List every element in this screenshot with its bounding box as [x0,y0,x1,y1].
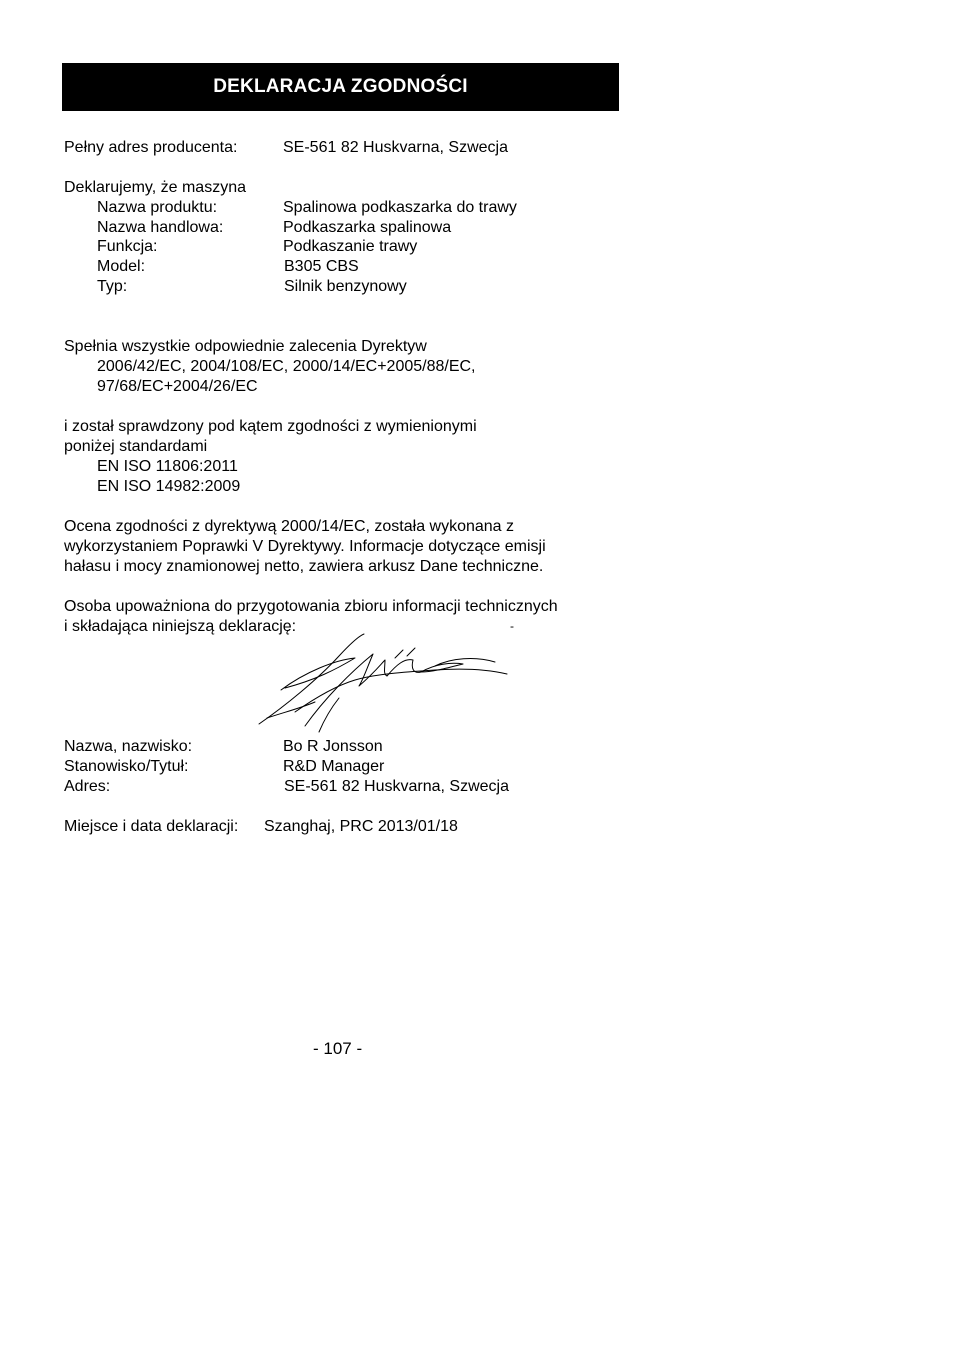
signatory-address-value: SE-561 82 Huskvarna, Szwecja [284,778,509,795]
directives-line-2: 97/68/EC+2004/26/EC [97,378,258,395]
manufacturer-value: SE-561 82 Huskvarna, Szwecja [283,139,508,156]
type-value: Silnik benzynowy [284,278,407,295]
signatory-title-value: R&D Manager [283,758,385,775]
authorized-line-2: i składająca niniejszą deklarację: [64,618,297,635]
page-number: - 107 - [313,1039,363,1058]
signatory-name-value: Bo R Jonsson [283,738,383,755]
function-value: Podkaszanie trawy [283,238,418,255]
page-title: DEKLARACJA ZGODNOŚCI [213,76,468,97]
model-value: B305 CBS [284,258,359,275]
manufacturer-label: Pełny adres producenta: [64,139,238,156]
place-date-label: Miejsce i data deklaracji: [64,818,239,835]
place-date-value: Szanghaj, PRC 2013/01/18 [264,818,458,835]
directives-intro: Spełnia wszystkie odpowiednie zalecenia Dyrektyw [64,338,427,355]
trade-name-value: Podkaszarka spalinowa [283,219,452,236]
signatory-title-label: Stanowisko/Tytuł: [64,758,189,775]
page-title-banner [62,63,619,111]
standards-intro-line-2: poniżej standardami [64,438,208,455]
assessment-line-2: wykorzystaniem Poprawki V Dyrektywy. Informacje dotyczące emisji [64,538,546,555]
trade-name-label: Nazwa handlowa: [97,219,224,236]
standards-intro-line-1: i został sprawdzony pod kątem zgodności z wymienionymi [64,418,477,435]
standard-item: EN ISO 14982:2009 [97,478,241,495]
signatory-address-label: Adres: [64,778,111,795]
directives-line-1: 2006/42/EC, 2004/108/EC, 2000/14/EC+2005/88/EC, [97,358,476,375]
signature-dash: - [510,619,514,633]
assessment-line-3: hałasu i mocy znamionowej netto, zawiera arkusz Dane techniczne. [64,558,544,575]
standard-item: EN ISO 11806:2011 [97,458,238,475]
function-label: Funkcja: [97,238,158,255]
product-name-value: Spalinowa podkaszarka do trawy [283,199,517,216]
assessment-line-1: Ocena zgodności z dyrektywą 2000/14/EC, została wykonana z [64,518,515,535]
model-label: Model: [97,258,146,275]
signature-image [255,628,520,740]
declaration-intro: Deklarujemy, że maszyna [64,179,246,196]
authorized-line-1: Osoba upoważniona do przygotowania zbioru informacji technicznych [64,598,558,615]
product-name-label: Nazwa produktu: [97,199,218,216]
type-label: Typ: [97,278,128,295]
signatory-name-label: Nazwa, nazwisko: [64,738,193,755]
